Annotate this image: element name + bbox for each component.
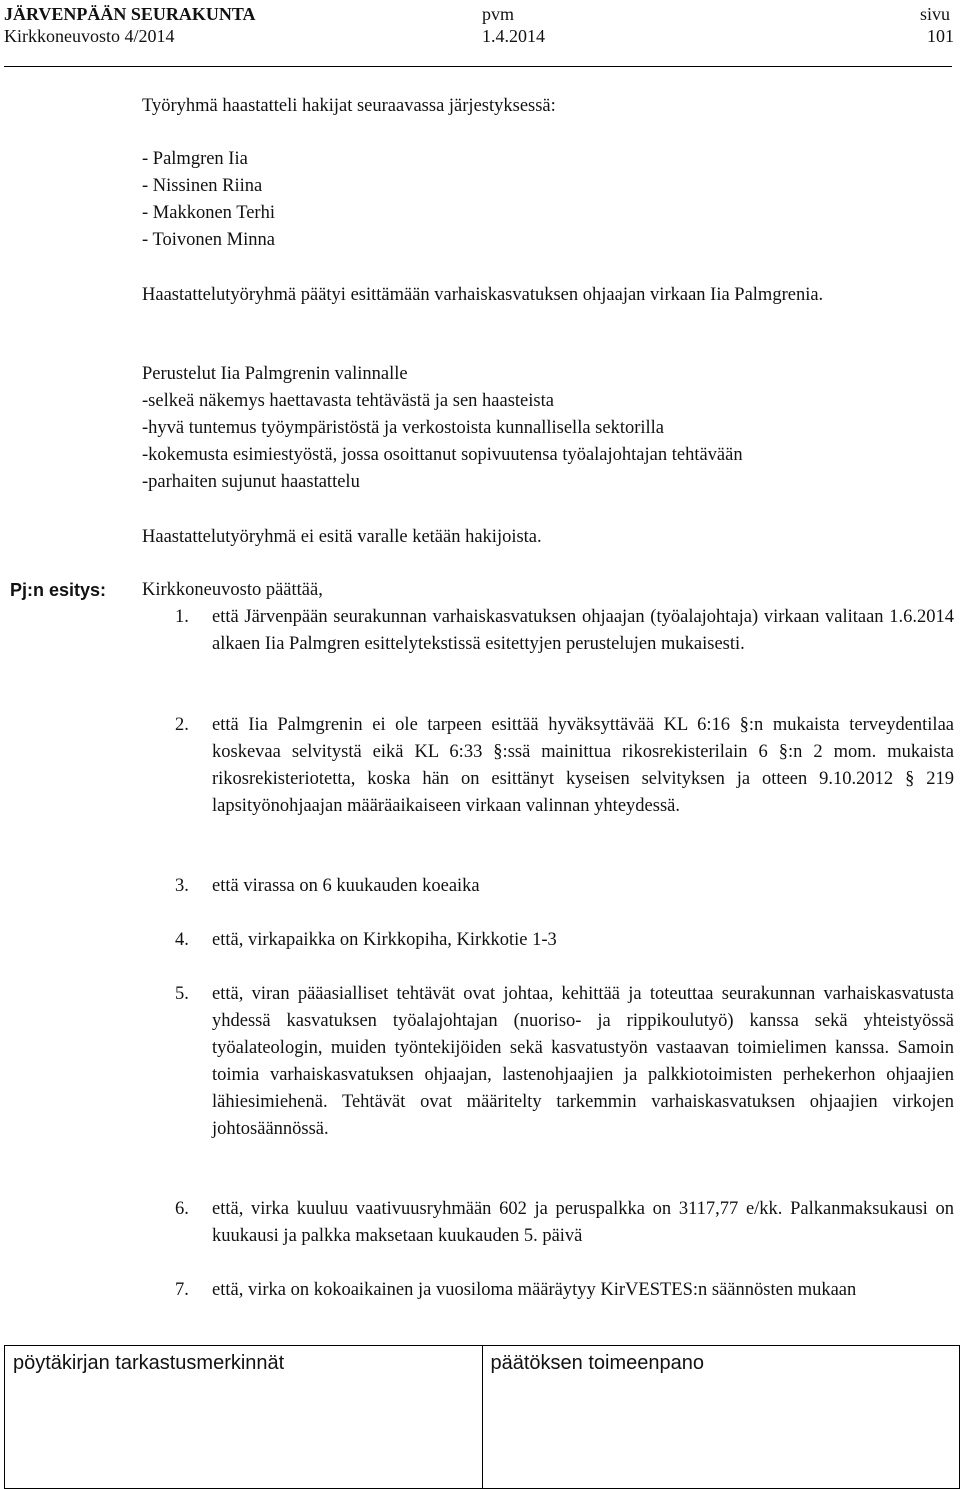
meeting-date: 1.4.2014 xyxy=(482,26,545,46)
rationale-item: -kokemusta esimiestyöstä, jossa osoittanut sopivuutensa työalajohtajan tehtävään xyxy=(142,445,743,465)
organization-name: JÄRVENPÄÄN SEURAKUNTA xyxy=(4,4,256,24)
page-number: 101 xyxy=(927,26,954,46)
rationale-title: Perustelut Iia Palmgrenin valinnalle xyxy=(142,364,408,384)
rationale-item: -hyvä tuntemus työympäristöstä ja verkostoista kunnallisella sektorilla xyxy=(142,418,665,438)
item-number: 6. xyxy=(175,1199,189,1219)
date-label: pvm xyxy=(482,4,515,24)
candidate-item: - Makkonen Terhi xyxy=(142,203,275,223)
proposal-item: että virassa on 6 kuukauden koeaika xyxy=(212,876,480,896)
item-number: 2. xyxy=(175,715,189,735)
proposal-item: että, viran pääasialliset tehtävät ovat johtaa, kehittää ja toteuttaa seurakunnan varhaiskasvatusta yhdessä kasvatuksen työalajohtajan (nuoriso- ja rippikoulutyö) kanssa sekä yhteistyössä työalateologin, muiden työntekijöiden sekä kasvatustyön vastaavan toimielimen kanssa. Samoin toimia varhaiskasvatuksen ohjaajan, lastenohjaajien ja palkkiotoimisten perhekerhon ohjaajien lähiesimiehenä. Tehtävät ovat määritelty tarkemmin varhaiskasvatuksen ohjaajien virkojen johtosäännössä. xyxy=(212,984,954,1139)
intro-text: Työryhmä haastatteli hakijat seuraavassa järjestyksessä: xyxy=(142,96,556,116)
inspection-marks-label: pöytäkirjan tarkastusmerkinnät xyxy=(13,1352,285,1374)
candidate-item: - Nissinen Riina xyxy=(142,176,263,196)
meeting-name: Kirkkoneuvosto 4/2014 xyxy=(4,26,175,46)
item-number: 3. xyxy=(175,876,189,896)
candidate-list xyxy=(142,146,954,254)
item-number: 7. xyxy=(175,1280,189,1300)
footer-boxes xyxy=(4,1345,960,1489)
implementation-label: päätöksen toimeenpano xyxy=(490,1352,704,1374)
proposal-item: että, virkapaikka on Kirkkopiha, Kirkkotie 1-3 xyxy=(212,930,557,950)
rationale-item: -selkeä näkemys haettavasta tehtävästä ja sen haasteista xyxy=(142,391,554,411)
proposal-item: että Iia Palmgrenin ei ole tarpeen esittää hyväksyttävää KL 6:16 §:n mukaista terveydentilaa koskevaa selvitystä eikä KL 6:33 §:ssä mainittua rikosrekisterilain 6 §:n 2 mom. mukaista rikosrekisteriotetta, koska hän on esittänyt kyseisen selvityksen ja otteen 9.10.2012 § 219 lapsityönohjaajan määräaikaiseen virkaan valinnan yhteydessä. xyxy=(212,715,954,816)
page-label: sivu xyxy=(920,4,951,24)
rationale-block xyxy=(142,361,954,496)
item-number: 1. xyxy=(175,607,189,627)
conclusion-text: Haastattelutyöryhmä päätyi esittämään varhaiskasvatuksen ohjaajan virkaan Iia Palmgrenia. xyxy=(142,285,824,305)
proposal-label: Pj:n esitys: xyxy=(10,580,107,600)
rationale-item: -parhaiten sujunut haastattelu xyxy=(142,472,360,492)
proposal-item: että, virka on kokoaikainen ja vuosiloma määräytyy KirVESTES:n säännösten mukaan xyxy=(212,1280,857,1300)
item-number: 5. xyxy=(175,984,189,1004)
item-number: 4. xyxy=(175,930,189,950)
proposal-item: että, virka kuuluu vaativuusryhmään 602 ja peruspalkka on 3117,77 e/kk. Palkanmaksukausi on kuukausi ja palkka maksetaan kuukauden 5. päivä xyxy=(212,1199,954,1246)
candidate-item: - Palmgren Iia xyxy=(142,149,248,169)
no-reserve-text: Haastattelutyöryhmä ei esitä varalle ketään hakijoista. xyxy=(142,527,542,547)
proposal-item: että Järvenpään seurakunnan varhaiskasvatuksen ohjaajan (työalajohtaja) virkaan valitaan 1.6.2014 alkaen Iia Palmgren esittelytekstissä esitettyjen perustelujen mukaisesti. xyxy=(212,607,954,654)
implementation-box xyxy=(482,1346,960,1488)
candidate-item: - Toivonen Minna xyxy=(142,230,275,250)
header-rule xyxy=(4,66,952,67)
proposal-lead: Kirkkoneuvosto päättää, xyxy=(142,580,323,600)
inspection-marks-box xyxy=(5,1346,482,1488)
